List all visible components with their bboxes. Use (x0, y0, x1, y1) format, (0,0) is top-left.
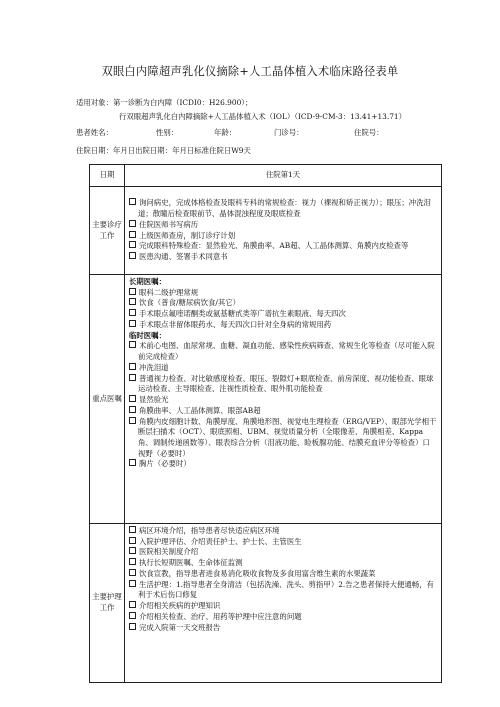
list-item: 入院护理评估、介绍责任护士、护士长、主管医生 (129, 537, 437, 548)
checkbox[interactable] (129, 363, 136, 370)
section-label: 主要护理工作 (90, 524, 125, 683)
checkbox[interactable] (129, 341, 136, 348)
checkbox[interactable] (129, 537, 136, 544)
checkbox[interactable] (129, 601, 136, 608)
list-item: 饮食宣教，指导患者进食易消化吸收食物及多食用富含维生素的水果蔬菜 (129, 569, 437, 580)
checkbox[interactable] (129, 569, 136, 576)
age-field: 年龄： (214, 128, 237, 137)
checkbox[interactable] (129, 198, 136, 205)
list-item: 术前心电图、血尿常规、血糖、凝血功能、感染性疾病筛查、常规生化等检查（尽可能入院前完成检查） (129, 341, 437, 362)
list-item: 住院医师书写病历 (129, 220, 437, 231)
checkbox[interactable] (129, 526, 136, 533)
checkbox[interactable] (129, 374, 136, 381)
checkbox[interactable] (129, 320, 136, 327)
patient-name-field: 患者姓名： (76, 128, 113, 137)
checkbox[interactable] (129, 395, 136, 402)
list-item: 生活护理：1.指导患者全身清洁（包括洗澡、洗头、剪指甲）2.告之患者保持大便通畅，有利于术后伤口修复 (129, 580, 437, 601)
list-item: 医院相关制度介绍 (129, 547, 437, 558)
temporary-orders-title: 临时医嘱： (129, 330, 166, 340)
list-item: 介绍相关疾病的护理知识 (129, 601, 437, 612)
checkbox[interactable] (129, 298, 136, 305)
checkbox[interactable] (129, 252, 136, 259)
checkbox[interactable] (129, 231, 136, 238)
section-diagnosis-row (90, 187, 442, 275)
list-item: 角膜内皮细胞计数、角膜厚度、角膜地形图、视觉电生理检查（ERG/VEP）、眼部光学相干断层扫描术（OCT）、眼底照相、UBM、视觉质量分析（全眼像差、角膜相差、Kappa角、调制传递函数等）、眼表综合分析（泪液功能、睑板腺功能、结膜充血评分等检查）口视野（必要时） (129, 417, 437, 460)
list-item: 完成入院第一天交班报告 (129, 623, 437, 634)
section-content (125, 524, 442, 683)
section-orders-row (90, 275, 442, 524)
checkbox[interactable] (129, 459, 136, 466)
list-item: 询问病史，完成体格检查及眼科专科的常规检查：视力（裸视和矫正视力）；眼压；冲洗泪道；散瞳后检查眼前节、晶体混浊程度及眼底检查 (129, 198, 437, 219)
list-item: 完成眼科特殊检查：显然验光、角膜曲率、AB超、人工晶体测算、角膜内皮检查等 (129, 241, 437, 252)
section-content (125, 275, 442, 524)
patient-info-row (76, 128, 384, 139)
list-item: 普通视力检查、对比敏感度检查、眼压、裂隙灯+眼底检查、前房深度、视功能检查、眼球运动检查、主导眼检查、注视性质检查、眼外肌功能检查 (129, 374, 437, 395)
section-label: 重点医嘱 (90, 275, 125, 524)
clinical-pathway-table (89, 164, 442, 683)
checkbox[interactable] (129, 241, 136, 248)
list-item: 角膜曲率、人工晶体测算、眼部AB超 (129, 406, 437, 417)
checkbox[interactable] (129, 558, 136, 565)
admission-dates: 住院日期：年月日出院日期：年月日标准住院日W9天 (76, 146, 251, 155)
clinic-number-field: 门诊号： (274, 128, 304, 137)
checkbox[interactable] (129, 417, 136, 424)
checkbox[interactable] (129, 623, 136, 630)
checkbox[interactable] (129, 288, 136, 295)
list-item: 手术眼点氟喹诺酮类或氨基糖甙类等广谱抗生素眼液、每天四次 (129, 309, 437, 320)
admission-number-field: 住院号： (354, 128, 384, 137)
list-item: 上级医师查房，制订诊疗计划 (129, 231, 437, 242)
list-item: 手术眼点非留体眼药水、每天四次口针对全身病的常规用药 (129, 320, 437, 331)
section-label: 主要诊疗工作 (90, 187, 125, 275)
checkbox[interactable] (129, 406, 136, 413)
list-item: 病区环境介绍，指导患者尽快适应病区环境 (129, 526, 437, 537)
list-item: 冲洗泪道 (129, 363, 437, 374)
day1-header: 住院第1天 (125, 165, 442, 187)
checkbox[interactable] (129, 580, 136, 587)
checkbox[interactable] (129, 309, 136, 316)
list-item: 饮食（普食/糖尿病饮食/其它） (129, 298, 437, 309)
procedure-line: 行双眼超声乳化白内障摘除+人工晶体植入术（IOL）（ICD-9-CM-3：13.41+13.71） (119, 112, 407, 121)
list-item: 执行长短期医嘱、生命体征监测 (129, 558, 437, 569)
list-item: 胸片（必要时） (129, 459, 437, 470)
gender-field: 性别： (156, 128, 179, 137)
date-header: 日期 (90, 165, 125, 187)
document-title: 双眼白内障超声乳化仪摘除+人工晶体植入术临床路径表单 (101, 65, 399, 78)
checkbox[interactable] (129, 220, 136, 227)
list-item: 医患沟通、签署手术同意书 (129, 252, 437, 263)
applicable-target: 适用对象：第一诊断为白内障（ICDI0：H26.900）； (76, 98, 253, 107)
list-item: 眼科二级护理常规 (129, 288, 437, 299)
long-term-orders-title: 长期医嘱： (129, 277, 166, 286)
table-header-row (90, 165, 442, 187)
list-item: 介绍相关检查、治疗、用药等护理中应注意的问题 (129, 612, 437, 623)
checkbox[interactable] (129, 547, 136, 554)
section-nursing-row (90, 524, 442, 683)
checkbox[interactable] (129, 612, 136, 619)
list-item: 显然验光 (129, 395, 437, 406)
section-content (125, 187, 442, 275)
